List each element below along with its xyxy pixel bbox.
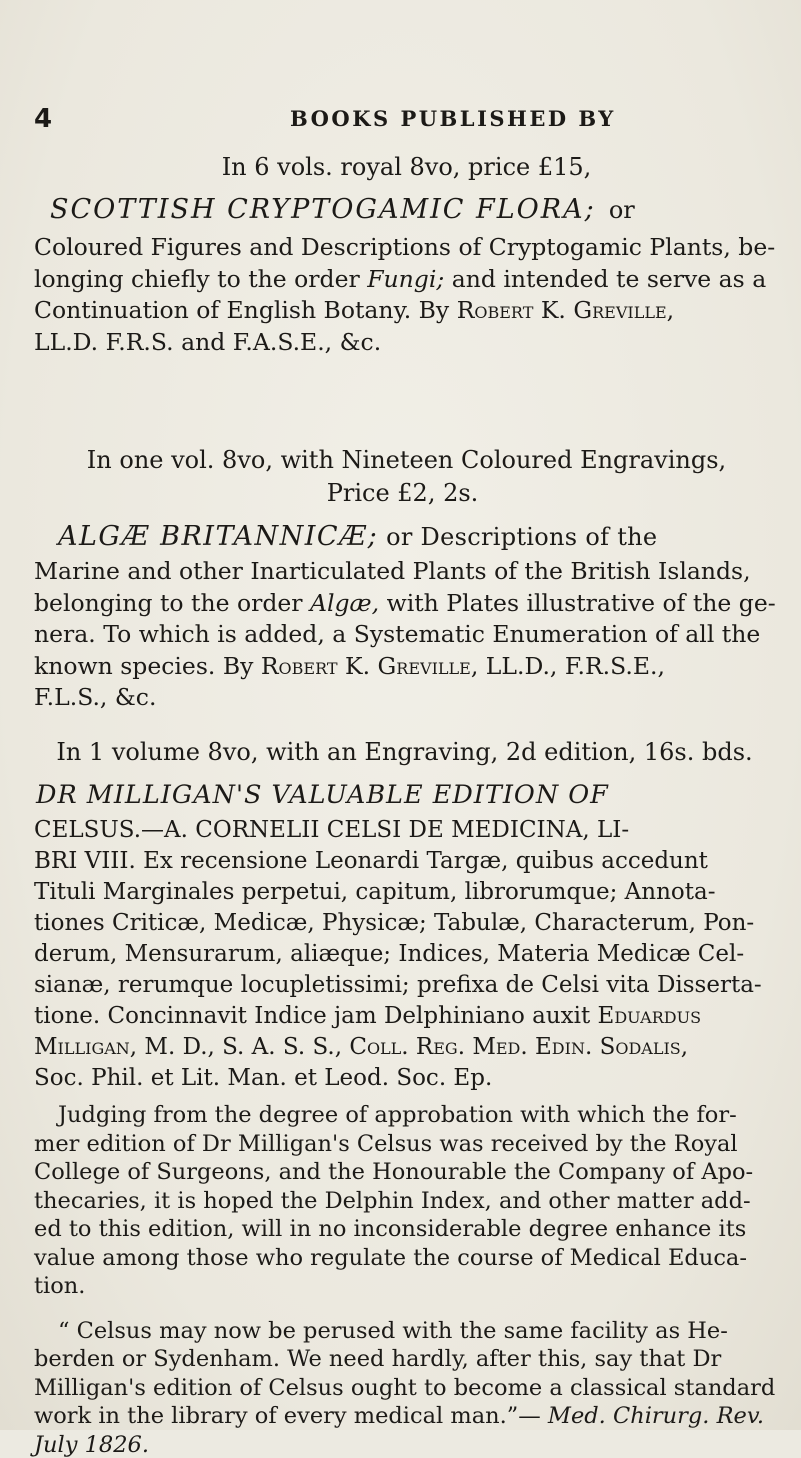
text-line: nera. To which is added, a Systematic Enumeration of all the bbox=[34, 620, 761, 648]
text-line bbox=[34, 296, 771, 324]
text-line: LL.D. F.R.S. and F.A.S.E., &c. bbox=[34, 327, 382, 356]
text-line bbox=[34, 1405, 771, 1428]
text-run: LL.D., F.R.S.E., bbox=[478, 651, 665, 680]
text-run: work in the library of every medical man.”— bbox=[34, 1403, 548, 1429]
text-run: belonging to the order bbox=[34, 588, 311, 617]
entry-title: ALGÆ BRITANNICÆ; bbox=[58, 521, 379, 552]
text-run: longing chiefly to the order bbox=[34, 264, 368, 293]
text-line: Milligan's edition of Celsus ought to become a classical standard bbox=[34, 1374, 776, 1401]
entry-title-line bbox=[36, 780, 771, 810]
entry-description bbox=[34, 233, 776, 356]
text-line: mer edition of Dr Milligan's Celsus was received by the Royal bbox=[34, 1130, 738, 1157]
text-run: known species. By bbox=[34, 651, 261, 680]
text-line bbox=[34, 264, 771, 293]
text-line: thecaries, it is hoped the Delphin Index, and other matter add- bbox=[34, 1187, 751, 1214]
entry-title-line bbox=[58, 521, 771, 552]
text-line: berden or Sydenham. We need hardly, after this, say that Dr bbox=[34, 1346, 722, 1372]
text-line: value among those who regulate the course of Medical Educa- bbox=[34, 1244, 747, 1271]
text-line bbox=[34, 651, 771, 680]
entry-review-quote bbox=[34, 1317, 776, 1458]
text-line: sianæ, rerumque locupletissimi; prefixa de Celsi vita Disserta- bbox=[34, 972, 762, 998]
italic-order-name: Algæ, bbox=[310, 588, 380, 617]
author-name: Robert K. Greville, bbox=[260, 651, 479, 680]
text-line: “ Celsus may now be perused with the same facility as He- bbox=[58, 1317, 728, 1344]
entry-title: SCOTTISH CRYPTOGAMIC FLORA; bbox=[50, 194, 596, 225]
text-line: CELSUS.—A. CORNELII CELSI DE MEDICINA, LI- bbox=[34, 817, 630, 843]
text-line: Soc. Phil. et Lit. Man. et Leod. Soc. Ep. bbox=[34, 1065, 493, 1091]
entry-scottish-cryptogamic-flora bbox=[34, 153, 776, 356]
running-head: BOOKS PUBLISHED BY bbox=[290, 106, 616, 131]
text-line bbox=[34, 588, 776, 617]
entry-price: In one vol. 8vo, with Nineteen Coloured Engravings, bbox=[86, 446, 727, 474]
editor-name: Eduardus bbox=[597, 1003, 702, 1029]
entry-latin-description bbox=[34, 819, 771, 1090]
text-line bbox=[34, 1005, 771, 1028]
entry-title-or: or bbox=[608, 196, 635, 224]
entry-algae-britannicae bbox=[34, 446, 776, 711]
entry-milligan-celsus bbox=[34, 738, 776, 1458]
text-line: Marine and other Inarticulated Plants of the British Islands, bbox=[34, 557, 751, 585]
text-line: Milligan, M. D., S. A. S. S., Coll. Reg. Med. Edin. Sodalis, bbox=[34, 1034, 689, 1060]
entry-title-line bbox=[50, 194, 771, 225]
entry-price: In 1 volume 8vo, with an Engraving, 2d edition, 16s. bds. bbox=[56, 738, 753, 766]
text-line: BRI VIII. Ex recensione Leonardi Targæ, quibus accedunt bbox=[34, 848, 708, 874]
text-run: tione. Concinnavit Indice jam Delphiniano auxit bbox=[34, 1003, 598, 1029]
page-header bbox=[34, 104, 767, 134]
text-line: ed to this edition, will in no inconsiderable degree enhance its bbox=[34, 1216, 747, 1242]
entry-paragraph bbox=[34, 1104, 771, 1298]
text-line: Judging from the degree of approbation with which the for- bbox=[58, 1102, 737, 1128]
review-date: July 1826. bbox=[34, 1431, 149, 1458]
review-source: Med. Chirurg. Rev. bbox=[547, 1403, 765, 1429]
text-line: derum, Mensurarum, aliæque; Indices, Materia Medicæ Cel- bbox=[34, 941, 745, 967]
entry-title: DR MILLIGAN'S VALUABLE EDITION OF bbox=[36, 780, 609, 810]
page-number: 4 bbox=[34, 104, 53, 134]
entry-price-amount: Price £2, 2s. bbox=[326, 479, 479, 507]
text-line: F.L.S., &c. bbox=[34, 683, 157, 711]
entry-description bbox=[34, 557, 776, 711]
text-run: and intended te serve as a bbox=[444, 264, 767, 293]
text-run: Continuation of English Botany. By bbox=[34, 296, 457, 324]
text-run: with Plates illustrative of the ge- bbox=[379, 588, 776, 617]
text-line: Coloured Figures and Descriptions of Cryptogamic Plants, be- bbox=[34, 233, 776, 261]
author-name: Robert K. Greville, bbox=[456, 296, 675, 324]
text-line: College of Surgeons, and the Honourable the Company of Apo- bbox=[34, 1159, 754, 1185]
text-line: Tituli Marginales perpetui, capitum, librorumque; Annota- bbox=[34, 879, 716, 905]
entry-price: In 6 vols. royal 8vo, price £15, bbox=[221, 153, 592, 181]
text-line: tiones Criticæ, Medicæ, Physicæ; Tabulæ, Characterum, Pon- bbox=[34, 910, 755, 936]
text-line: tion. bbox=[34, 1273, 86, 1299]
entry-title-rest: or Descriptions of the bbox=[378, 523, 658, 551]
italic-order-name: Fungi; bbox=[367, 264, 445, 293]
